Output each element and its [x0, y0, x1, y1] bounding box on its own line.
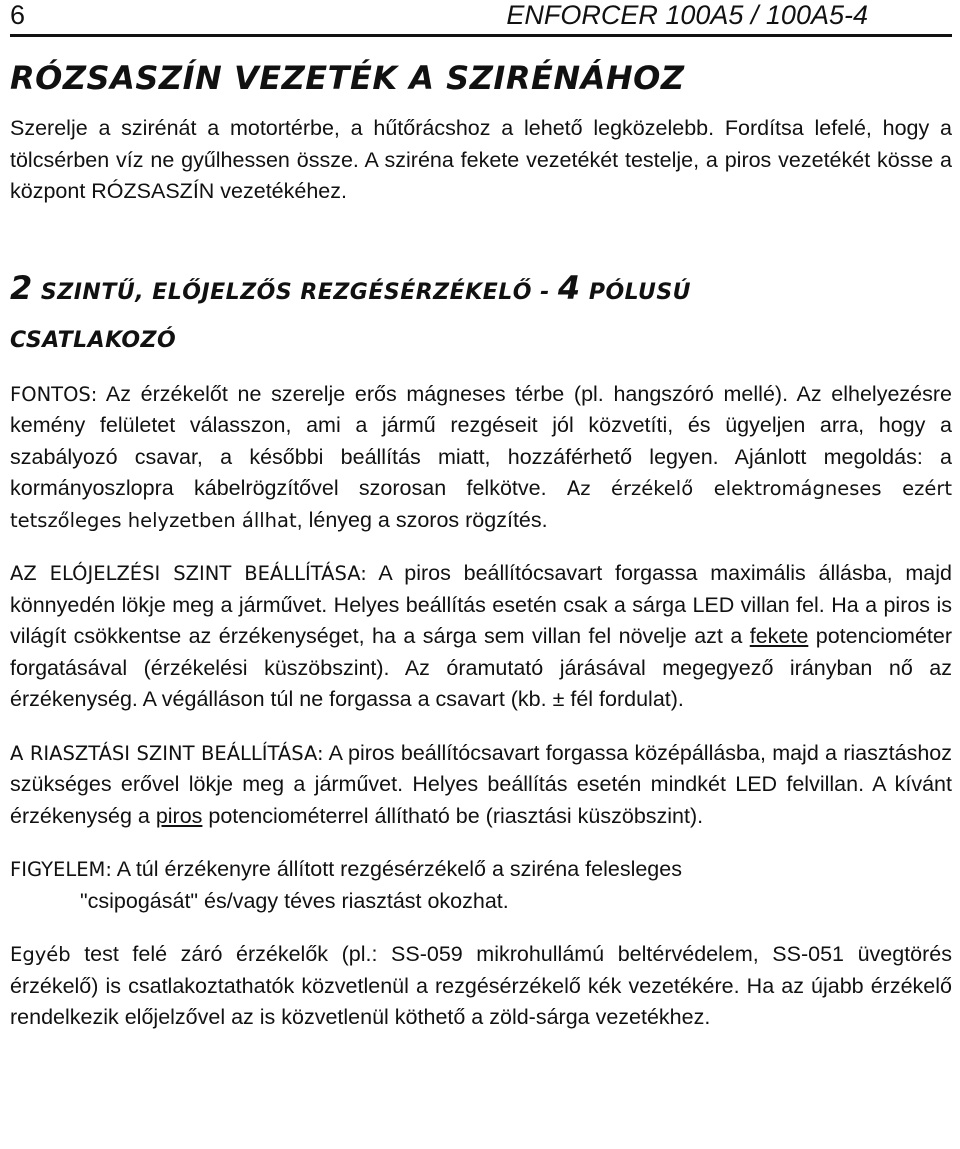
alarm-label: A RIASZTÁSI SZINT BEÁLLÍTÁSA:: [10, 741, 324, 765]
important-label: FONTOS:: [10, 382, 98, 406]
prewarn-underlined: fekete: [749, 624, 809, 648]
heading-part-2: PÓLUSÚ: [580, 279, 692, 305]
alarm-paragraph: [10, 738, 952, 833]
other-sensors-paragraph: [10, 939, 952, 1034]
prewarn-paragraph: [10, 558, 952, 716]
important-text: Az érzékelőt ne szerelje erős mágneses térbe (pl. hangszóró mellé). Az elhelyezésre kemény felületet válasszon, ami a jármű rezgéseit jól közvetíti, és ügyeljen arra, hogy a szabályozó csavar, a későbbi beállítás miatt, hozzáférhető legyen. Ajánlott megoldás: a kormányoszlopra kábelrögzítővel szorosan felkötve.: [10, 381, 952, 500]
heading-num-1: 2: [10, 268, 33, 307]
section-heading-siren: [10, 61, 952, 99]
page-header: [10, 0, 952, 37]
important-emphasis: Az érzékelő elektromágneses ezért tetszőleges helyzetben állhat: [10, 477, 952, 532]
siren-paragraph: Szerelje a szirénát a motortérbe, a hűtőrácshoz a lehető legközelebb. Fordítsa lefelé, hogy a tölcsérben víz ne gyűlhessen össze. A sziréna fekete vezetékét testelje, a piros vezetékét kösse a központ RÓZSASZÍN vezetékéhez.: [10, 116, 952, 203]
alarm-text-1: A piros beállítócsavart forgassa középállásba, majd a riasztáshoz szükséges erővel lökje meg a járművet. Helyes beállítás esetén mindkét LED felvillan. A kívánt érzékenység a: [10, 740, 952, 828]
important-paragraph: [10, 379, 952, 537]
alarm-underlined: piros: [155, 803, 203, 828]
heading-num-2: 4: [557, 268, 581, 307]
warning-label: FIGYELEM:: [10, 858, 112, 881]
heading-siren-text: RÓZSASZÍN VEZETÉK A SZIRÉNÁHOZ: [10, 59, 685, 97]
page-number: 6: [10, 0, 26, 30]
warning-paragraph: [10, 854, 952, 917]
important-end: , lényeg a szoros rögzítés.: [296, 507, 548, 532]
alarm-text-2: potenciométerrel állítható be (riasztási küszöbszint).: [202, 803, 704, 828]
heading-line-2: CSATLAKOZÓ: [10, 327, 177, 353]
section-heading-sensor: [10, 264, 952, 365]
other-label: Egyéb: [10, 943, 71, 966]
prewarn-label: AZ ELÓJELZÉSI SZINT BEÁLLÍTÁSA:: [10, 562, 367, 585]
warning-text-1: A túl érzékenyre állított rezgésérzékelő a sziréna felesleges: [111, 857, 682, 881]
manual-page: [10, 0, 952, 1034]
warning-text-2: "csipogását" és/vagy téves riasztást okozhat.: [80, 888, 509, 913]
other-text: test felé záró érzékelők (pl.: SS-059 mikrohullámú beltérvédelem, SS-051 üvegtörés érzékelő) is csatlakoztathatók közvetlenül a rezgésérzékelő kék vezetékére. Ha az újabb érzékelő rendelkezik előjelzővel az is közvetlenül köthető a zöld-sárga vezetékhez.: [10, 942, 952, 1029]
heading-part-1: SZINTŰ, ELŐJELZŐS REZGÉSÉRZÉKELŐ -: [32, 279, 558, 305]
header-title: ENFORCER 100A5 / 100A5-4: [506, 0, 868, 30]
prewarn-text-1: A piros beállítócsavart forgassa maximális állásba, majd könnyedén lökje meg a járművet. Helyes beállítás esetén csak a sárga LED villan fel. Ha a piros is világít csökkentse az érzékenységet, ha a sárga sem villan fel növelje azt a: [10, 561, 952, 648]
prewarn-text-2: potenciométer forgatásával (érzékelési küszöbszint). Az óramutató járásával megegyező irányban nő az érzékenység. A végálláson túl ne forgassa a csavart (kb. ± fél fordulat).: [10, 624, 952, 711]
